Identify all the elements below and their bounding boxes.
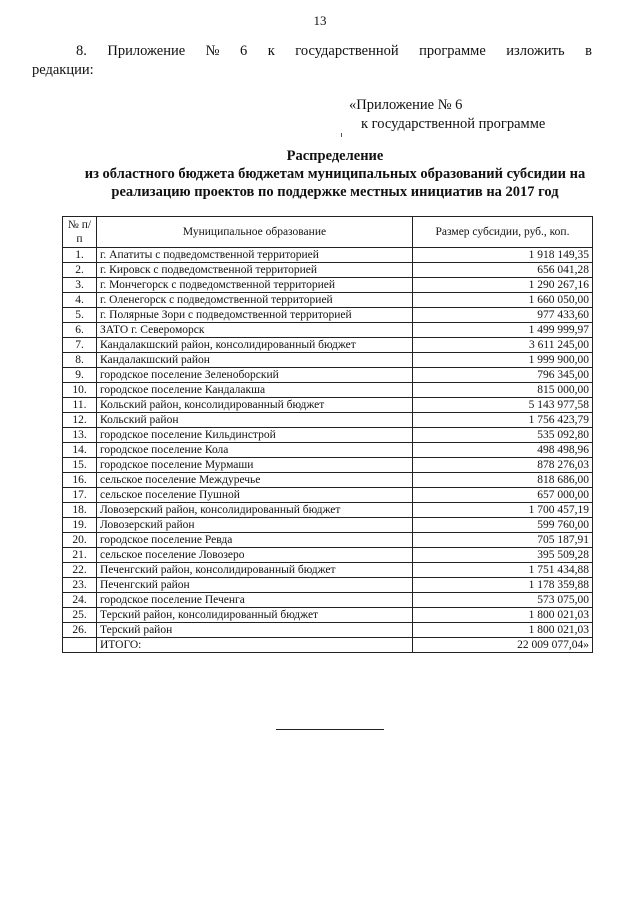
appendix-header — [349, 96, 545, 134]
subsidy-amount: 705 187,91 — [413, 533, 593, 548]
table-row — [63, 578, 593, 593]
row-number: 16. — [63, 473, 97, 488]
heading-line-1: Распределение — [286, 148, 384, 164]
page-number: 13 — [313, 13, 327, 28]
table-row — [63, 458, 593, 473]
subsidy-amount: 1 999 900,00 — [413, 353, 593, 368]
row-number: 15. — [63, 458, 97, 473]
intro-word: в — [585, 43, 592, 59]
table-row — [63, 338, 593, 353]
subsidy-amount: 1 660 050,00 — [413, 293, 593, 308]
subsidy-amount: 1 700 457,19 — [413, 503, 593, 518]
row-number: 19. — [63, 518, 97, 533]
row-number: 10. — [63, 383, 97, 398]
municipality-name: Терский район, консолидированный бюджет — [97, 608, 413, 623]
subsidy-amount: 1 499 999,97 — [413, 323, 593, 338]
row-number: 24. — [63, 593, 97, 608]
subsidy-amount: 1 178 359,88 — [413, 578, 593, 593]
subsidy-amount: 3 611 245,00 — [413, 338, 593, 353]
row-number: 8. — [63, 353, 97, 368]
municipality-name: ЗАТО г. Североморск — [97, 323, 413, 338]
municipality-name: г. Кировск с подведомственной территорией — [97, 263, 413, 278]
row-number: 18. — [63, 503, 97, 518]
table-row — [63, 443, 593, 458]
municipality-name: г. Апатиты с подведомственной территорией — [97, 248, 413, 263]
subsidy-amount: 498 498,96 — [413, 443, 593, 458]
municipality-name: Терский район — [97, 623, 413, 638]
closing-rule — [276, 729, 384, 730]
row-number: 6. — [63, 323, 97, 338]
subsidy-amount: 1 800 021,03 — [413, 608, 593, 623]
row-number: 21. — [63, 548, 97, 563]
municipality-name: Кольский район, консолидированный бюджет — [97, 398, 413, 413]
municipality-name: сельское поселение Ловозеро — [97, 548, 413, 563]
subsidy-amount: 656 041,28 — [413, 263, 593, 278]
table-header-row — [63, 217, 593, 248]
intro-word: изложить — [506, 43, 565, 59]
subsidy-amount: 1 751 434,88 — [413, 563, 593, 578]
row-number: 9. — [63, 368, 97, 383]
table-row — [63, 488, 593, 503]
table-row — [63, 383, 593, 398]
table-row — [63, 248, 593, 263]
table-row — [63, 518, 593, 533]
table-row — [63, 563, 593, 578]
municipality-name: Ловозерский район, консолидированный бюджет — [97, 503, 413, 518]
municipality-name: городское поселение Кандалакша — [97, 383, 413, 398]
scan-mark — [341, 133, 342, 137]
municipality-name: г. Мончегорск с подведомственной территорией — [97, 278, 413, 293]
row-number: 13. — [63, 428, 97, 443]
municipality-name: городское поселение Печенга — [97, 593, 413, 608]
municipality-name: городское поселение Кола — [97, 443, 413, 458]
row-number: 26. — [63, 623, 97, 638]
intro-paragraph — [32, 42, 592, 80]
intro-word: программе — [419, 43, 486, 59]
municipality-name: Кандалакшский район, консолидированный бюджет — [97, 338, 413, 353]
subsidy-amount: 818 686,00 — [413, 473, 593, 488]
intro-line-2: редакции: — [32, 62, 94, 78]
subsidy-amount: 657 000,00 — [413, 488, 593, 503]
subsidy-amount: 796 345,00 — [413, 368, 593, 383]
table-row — [63, 608, 593, 623]
subsidy-amount: 1 800 021,03 — [413, 623, 593, 638]
header-name: Муниципальное образование — [97, 217, 413, 248]
municipality-name: городское поселение Мурмаши — [97, 458, 413, 473]
appendix-line-1: «Приложение № 6 — [349, 97, 463, 113]
subsidy-amount: 535 092,80 — [413, 428, 593, 443]
row-number: 11. — [63, 398, 97, 413]
row-number: 14. — [63, 443, 97, 458]
heading-line-2: из областного бюджета бюджетам муниципальных образований субсидии на — [84, 166, 586, 182]
table-body — [63, 248, 593, 653]
row-number: 20. — [63, 533, 97, 548]
subsidy-amount: 395 509,28 — [413, 548, 593, 563]
municipality-name: городское поселение Кильдинстрой — [97, 428, 413, 443]
municipality-name: сельское поселение Пушной — [97, 488, 413, 503]
heading-line-3: реализацию проектов по поддержке местных инициатив на 2017 год — [111, 184, 559, 200]
municipality-name: г. Оленегорск с подведомственной территорией — [97, 293, 413, 308]
subsidy-amount: 599 760,00 — [413, 518, 593, 533]
row-number: 12. — [63, 413, 97, 428]
table-row — [63, 428, 593, 443]
municipality-name: Печенгский район, консолидированный бюджет — [97, 563, 413, 578]
total-label: ИТОГО: — [97, 638, 413, 653]
table-row — [63, 593, 593, 608]
row-number: 2. — [63, 263, 97, 278]
table-row — [63, 473, 593, 488]
table-row — [63, 398, 593, 413]
row-number: 5. — [63, 308, 97, 323]
row-number: 7. — [63, 338, 97, 353]
row-number: 23. — [63, 578, 97, 593]
total-row — [63, 638, 593, 653]
header-amount: Размер субсидии, руб., коп. — [413, 217, 593, 248]
subsidy-amount: 1 290 267,16 — [413, 278, 593, 293]
row-number: 17. — [63, 488, 97, 503]
subsidy-amount: 1 918 149,35 — [413, 248, 593, 263]
intro-word: № — [205, 43, 220, 59]
subsidy-amount: 977 433,60 — [413, 308, 593, 323]
municipality-name: сельское поселение Междуречье — [97, 473, 413, 488]
header-num: № п/п — [63, 217, 97, 248]
subsidy-amount: 5 143 977,58 — [413, 398, 593, 413]
subsidy-amount: 815 000,00 — [413, 383, 593, 398]
table-row — [63, 293, 593, 308]
table-row — [63, 353, 593, 368]
table-row — [63, 548, 593, 563]
municipality-name: Кандалакшский район — [97, 353, 413, 368]
subsidy-amount: 878 276,03 — [413, 458, 593, 473]
intro-word: государственной — [295, 43, 399, 59]
municipality-name: Печенгский район — [97, 578, 413, 593]
row-number: 4. — [63, 293, 97, 308]
row-number: 1. — [63, 248, 97, 263]
intro-word: 6 — [240, 43, 248, 59]
appendix-line-2: к государственной программе — [361, 116, 546, 132]
intro-line-1 — [76, 42, 592, 61]
table-row — [63, 503, 593, 518]
row-number: 25. — [63, 608, 97, 623]
subsidy-amount: 573 075,00 — [413, 593, 593, 608]
table-row — [63, 533, 593, 548]
table-row — [63, 278, 593, 293]
row-number: 22. — [63, 563, 97, 578]
subsidy-table — [62, 216, 593, 653]
intro-word: к — [267, 43, 275, 59]
table-row — [63, 308, 593, 323]
subsidy-amount: 1 756 423,79 — [413, 413, 593, 428]
table-row — [63, 368, 593, 383]
total-amount: 22 009 077,04» — [413, 638, 593, 653]
municipality-name: г. Полярные Зори с подведомственной территорией — [97, 308, 413, 323]
row-number — [63, 638, 97, 653]
intro-word: 8. — [76, 43, 87, 59]
table-row — [63, 413, 593, 428]
table-row — [63, 323, 593, 338]
intro-word: Приложение — [107, 43, 186, 59]
municipality-name: городское поселение Ревда — [97, 533, 413, 548]
municipality-name: Кольский район — [97, 413, 413, 428]
row-number: 3. — [63, 278, 97, 293]
municipality-name: городское поселение Зеленоборский — [97, 368, 413, 383]
table-row — [63, 263, 593, 278]
table-row — [63, 623, 593, 638]
document-heading — [40, 147, 630, 201]
municipality-name: Ловозерский район — [97, 518, 413, 533]
